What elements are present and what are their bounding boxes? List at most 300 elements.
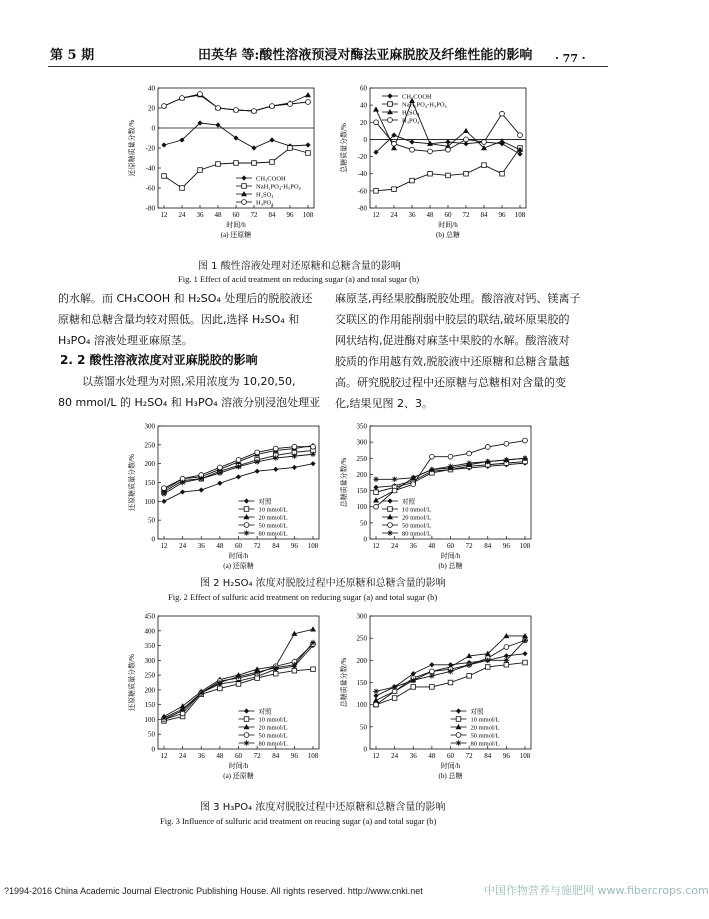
legend-label: 50 mmol/L	[470, 732, 500, 740]
data-point-stroke	[466, 662, 472, 668]
data-point-stroke	[198, 690, 204, 696]
y-tick-label: 100	[356, 503, 367, 512]
data-point	[500, 171, 505, 176]
data-point	[199, 487, 204, 492]
x-tick-label: 36	[409, 752, 417, 760]
data-point	[180, 96, 185, 101]
footer-copyright: ?1994-2016 China Academic Journal Electronic Publishing House. All rights reserved. http://www.cnki.net	[4, 886, 423, 896]
y-tick-label: -20	[357, 153, 367, 162]
data-point	[216, 106, 221, 111]
series-line	[164, 148, 308, 188]
data-point	[217, 465, 222, 470]
y-tick-label: 0	[151, 124, 155, 133]
data-point-stroke	[392, 476, 398, 482]
data-point	[448, 669, 454, 675]
y-tick-label: 150	[356, 679, 367, 687]
legend-label: 对照	[258, 498, 272, 506]
legend-label: H₃PO₄	[256, 199, 274, 207]
y-tick-label: 60	[360, 84, 367, 93]
legend-marker	[244, 498, 249, 503]
y-tick-label: 20	[148, 104, 155, 113]
data-point	[500, 111, 505, 116]
y-tick-label: 0	[363, 745, 367, 754]
legend-marker	[241, 175, 246, 180]
x-tick-label: 12	[160, 752, 168, 760]
chart-subtitle: (a) 还原糖	[220, 231, 252, 239]
legend-marker	[242, 184, 247, 189]
x-tick-label: 12	[372, 211, 380, 219]
x-tick-label: 84	[268, 211, 276, 219]
legend-marker	[388, 507, 393, 512]
body-left-line-2: 原糖和总糖含量均较对照低。因此,选择 H₂SO₄ 和	[58, 313, 300, 326]
data-point-stroke	[254, 669, 260, 675]
data-point	[392, 141, 397, 146]
x-tick-label: 60	[444, 211, 452, 219]
data-point	[428, 149, 433, 154]
data-point	[373, 106, 379, 111]
x-tick-label: 36	[197, 542, 205, 550]
data-point-stroke	[273, 665, 279, 671]
data-point-stroke	[485, 459, 491, 465]
data-point-stroke	[485, 658, 491, 664]
data-point	[410, 178, 415, 183]
data-point	[311, 667, 316, 672]
legend-label: NaH₂PO₄-H₃PO₄	[402, 101, 447, 109]
legend-label: 20 mmol/L	[470, 724, 500, 732]
x-tick-label: 24	[179, 752, 187, 760]
body-right-line-2: 交联区的作用能削弱中胶层的联结,破坏原果胶的	[335, 313, 570, 326]
x-tick-label: 108	[307, 542, 319, 550]
x-tick-label: 24	[391, 752, 399, 760]
x-tick-label: 12	[372, 542, 380, 550]
y-tick-label: 150	[144, 701, 155, 710]
data-point	[273, 467, 278, 472]
data-point	[485, 459, 491, 465]
legend-marker	[244, 514, 250, 519]
data-point	[466, 662, 472, 668]
data-point	[429, 673, 435, 679]
x-tick-label: 84	[484, 752, 492, 760]
data-point-stroke	[180, 480, 186, 486]
data-point	[448, 464, 454, 470]
legend-label: 80 mmol/L	[258, 530, 288, 538]
x-tick-label: 12	[160, 542, 168, 550]
y-tick-label: 20	[360, 118, 367, 127]
data-point	[292, 444, 297, 449]
x-tick-label: 60	[235, 752, 242, 760]
data-point	[161, 142, 166, 147]
body-right-line-6: 化,结果见图 2、3。	[335, 397, 433, 410]
y-tick-label: 250	[356, 634, 367, 643]
data-point	[467, 451, 472, 456]
body-left-line-4: 以蒸馏水处理为对照,采用浓度为 10,20,50,	[82, 375, 296, 388]
data-point	[161, 499, 166, 504]
x-tick-label: 12	[160, 211, 168, 219]
data-point	[374, 702, 379, 707]
data-point	[217, 481, 222, 486]
x-tick-label: 60	[447, 752, 454, 760]
y-tick-label: 100	[356, 701, 367, 710]
legend-marker	[244, 740, 250, 746]
legend-marker	[244, 724, 250, 729]
y-tick-label: -60	[145, 184, 155, 193]
fig2-caption-en: Fig. 2 Effect of sulfuric acid treatment on reducing sugar (a) and total sugar (b)	[168, 592, 438, 602]
legend-marker	[456, 733, 461, 738]
legend-label: CH₃COOH	[402, 93, 432, 101]
page-number: · 77 ·	[555, 52, 586, 65]
data-point	[255, 676, 260, 681]
x-tick-label: 84	[484, 542, 492, 550]
data-point	[180, 706, 186, 712]
data-point	[392, 476, 398, 482]
x-tick-label: 48	[214, 211, 222, 219]
y-tick-label: 350	[144, 642, 155, 651]
series-1	[374, 146, 523, 193]
legend-label: 10 mmol/L	[258, 716, 288, 724]
data-point	[504, 658, 510, 664]
data-point-stroke	[410, 677, 416, 683]
data-point-stroke	[522, 455, 528, 461]
x-tick-label: 72	[253, 752, 261, 760]
data-point	[234, 161, 239, 166]
x-axis-label: 时间/h	[440, 762, 461, 770]
data-point	[411, 685, 416, 690]
data-point	[310, 451, 316, 457]
fig3-caption-cn: 图 3 H₃PO₄ 浓度对脱胶过程中还原糖和总糖含量的影响	[200, 802, 446, 813]
data-point	[198, 690, 204, 696]
series-3	[374, 111, 523, 154]
body-right-line-4: 胶质的作用越有效,脱胶液中还原糖和总糖含量越	[335, 355, 570, 368]
y-tick-label: 50	[148, 516, 155, 525]
x-tick-label: 72	[465, 752, 473, 760]
data-point	[373, 485, 378, 490]
data-point	[161, 491, 167, 497]
legend-marker	[388, 523, 393, 528]
x-tick-label: 60	[232, 211, 240, 219]
y-tick-label: 200	[144, 686, 155, 695]
x-axis-label: 时间/h	[438, 221, 458, 229]
x-tick-label: 84	[272, 542, 280, 550]
y-tick-label: -40	[145, 164, 155, 173]
data-point	[198, 168, 203, 173]
x-tick-label: 36	[197, 752, 205, 760]
y-tick-label: 250	[356, 454, 367, 463]
data-point	[522, 638, 528, 644]
fig1-caption-en: Fig. 1 Effect of acid treatment on reducing sugar (a) and total sugar (b)	[178, 274, 420, 284]
y-tick-label: 300	[356, 612, 367, 621]
x-tick-label: 96	[502, 752, 510, 760]
x-tick-label: 96	[502, 542, 510, 550]
x-tick-label: 108	[514, 211, 526, 219]
data-point-stroke	[429, 467, 435, 473]
legend-label: CH₃COOH	[256, 175, 286, 183]
data-point	[292, 662, 298, 668]
y-tick-label: 100	[144, 497, 155, 506]
y-tick-label: 150	[144, 479, 155, 487]
data-point	[409, 139, 414, 144]
data-point-stroke	[504, 658, 510, 664]
data-point	[292, 668, 297, 673]
y-tick-label: 0	[151, 745, 155, 754]
data-point	[270, 160, 275, 165]
data-point	[310, 626, 316, 631]
data-point	[198, 476, 204, 482]
body-left-line-3: H₃PO₄ 溶液处理亚麻原茎。	[58, 334, 193, 347]
data-point	[288, 146, 293, 151]
data-point-stroke	[373, 476, 379, 482]
y-tick-label: 400	[144, 627, 155, 636]
legend-label: 对照	[258, 708, 272, 716]
x-axis-label: 时间/h	[228, 552, 249, 560]
body-left-line-5: 80 mmol/L 的 H₂SO₄ 和 H₃PO₄ 溶液分别浸泡处理亚	[58, 396, 321, 409]
data-point	[374, 504, 379, 509]
data-point-stroke	[292, 453, 298, 459]
data-point-stroke	[504, 457, 510, 463]
x-tick-label: 72	[465, 542, 473, 550]
data-point	[306, 151, 311, 156]
data-point-stroke	[254, 459, 260, 465]
data-point	[430, 685, 435, 690]
legend-label: 50 mmol/L	[258, 732, 288, 740]
data-point	[236, 682, 241, 687]
legend-marker-stroke	[244, 740, 250, 746]
x-tick-label: 36	[408, 211, 416, 219]
data-point	[311, 444, 316, 449]
data-point	[464, 137, 469, 142]
y-axis-label: 还原糖质量分数/%	[128, 654, 136, 711]
x-tick-label: 72	[462, 211, 470, 219]
header-rule	[48, 66, 608, 67]
series-line	[376, 441, 525, 507]
legend-label: H₂SO₄	[256, 191, 274, 199]
data-point	[292, 465, 297, 470]
data-point	[270, 104, 275, 109]
chart-fig3b	[330, 608, 545, 793]
data-point	[254, 459, 260, 465]
data-point	[273, 665, 279, 671]
data-point-stroke	[236, 674, 242, 680]
data-point	[251, 145, 256, 150]
y-tick-label: 250	[144, 671, 155, 680]
data-point	[410, 677, 416, 683]
legend-marker-stroke	[244, 530, 250, 536]
data-point	[429, 454, 434, 459]
chart-fig1a	[118, 80, 328, 252]
data-point	[373, 689, 379, 695]
x-tick-label: 24	[391, 542, 399, 550]
data-point-stroke	[466, 460, 472, 466]
data-point	[482, 140, 487, 145]
data-point	[162, 174, 167, 179]
x-tick-label: 60	[235, 542, 242, 550]
data-point-stroke	[180, 706, 186, 712]
data-point	[411, 482, 416, 487]
y-tick-label: 200	[356, 656, 367, 665]
y-tick-label: 0	[151, 535, 155, 544]
legend-label: H₃PO₄	[402, 117, 420, 125]
series-3	[374, 438, 528, 509]
y-tick-label: 50	[148, 730, 155, 739]
data-point-stroke	[217, 680, 223, 686]
y-tick-label: -60	[357, 187, 367, 196]
chart-fig3a	[118, 608, 333, 793]
legend-marker	[387, 93, 392, 98]
footer-watermark: 中国作物营养与施肥网 www.fibercrops.com	[484, 884, 709, 897]
x-axis-label: 时间/h	[228, 762, 249, 770]
data-point	[448, 454, 453, 459]
chart-subtitle: (b) 总糖	[438, 562, 463, 570]
legend-label: 80 mmol/L	[258, 740, 288, 748]
y-axis-label: 总糖质量分数/%	[340, 123, 348, 173]
data-point-stroke	[448, 464, 454, 470]
x-tick-label: 24	[390, 211, 398, 219]
data-point	[392, 187, 397, 192]
data-point	[273, 671, 278, 676]
data-point	[428, 171, 433, 176]
x-tick-label: 48	[428, 752, 436, 760]
data-point	[522, 455, 528, 461]
data-point	[180, 489, 185, 494]
y-tick-label: 0	[363, 135, 367, 144]
data-point	[269, 137, 274, 142]
data-point	[504, 645, 509, 650]
data-point	[255, 469, 260, 474]
y-tick-label: 350	[356, 422, 367, 431]
data-point	[446, 173, 451, 178]
data-point	[373, 697, 379, 702]
x-tick-label: 96	[498, 211, 506, 219]
data-point-stroke	[522, 638, 528, 644]
legend-marker	[388, 102, 393, 107]
data-point-stroke	[236, 464, 242, 470]
x-tick-label: 24	[178, 211, 186, 219]
data-point	[162, 104, 167, 109]
series-1	[162, 448, 316, 494]
data-point-stroke	[217, 470, 223, 476]
legend-marker	[456, 717, 461, 722]
x-tick-label: 84	[480, 211, 488, 219]
y-tick-label: 300	[144, 422, 155, 431]
legend-label: 20 mmol/L	[402, 514, 432, 522]
data-point	[392, 684, 398, 690]
data-point-stroke	[292, 662, 298, 668]
legend-marker	[244, 733, 249, 738]
data-point-stroke	[198, 476, 204, 482]
x-tick-label: 96	[286, 211, 294, 219]
data-point	[218, 686, 223, 691]
y-tick-label: 450	[144, 612, 155, 621]
data-point	[463, 128, 469, 133]
body-right-line-3: 网状结构,促进酶对麻茎中果胶的水解。酸溶液对	[335, 334, 570, 347]
data-point	[504, 441, 509, 446]
x-tick-label: 24	[179, 542, 187, 550]
data-point-stroke	[392, 684, 398, 690]
legend-label: 20 mmol/L	[258, 514, 288, 522]
chart-subtitle: (b) 总糖	[438, 772, 463, 780]
legend-marker	[456, 724, 462, 729]
data-point	[217, 470, 223, 476]
data-point	[305, 92, 311, 97]
legend-marker-stroke	[456, 740, 462, 746]
y-tick-label: 200	[144, 460, 155, 469]
data-point	[252, 109, 257, 114]
data-point	[180, 480, 186, 486]
data-point	[255, 450, 260, 455]
data-point	[485, 665, 490, 670]
x-tick-label: 72	[253, 542, 261, 550]
data-point-stroke	[310, 451, 316, 457]
data-point	[374, 490, 379, 495]
x-tick-label: 12	[372, 752, 380, 760]
x-tick-label: 36	[196, 211, 204, 219]
body-right-line-5: 高。研究脱胶过程中还原糖与总糖相对含量的变	[335, 376, 566, 389]
y-tick-label: 150	[356, 487, 367, 496]
series-3	[162, 92, 311, 114]
y-tick-label: -40	[357, 170, 367, 179]
data-point	[374, 120, 379, 125]
data-point	[292, 453, 298, 459]
data-point	[392, 696, 397, 701]
data-point	[446, 147, 451, 152]
x-tick-label: 48	[428, 542, 436, 550]
data-point	[485, 658, 491, 664]
chart-fig2a	[118, 418, 333, 583]
data-point	[429, 467, 435, 473]
legend-marker	[387, 514, 393, 519]
data-point-stroke	[161, 491, 167, 497]
data-point	[374, 189, 379, 194]
data-point	[373, 497, 379, 502]
y-tick-label: 300	[144, 656, 155, 665]
legend-label: H₂SO₄	[402, 109, 420, 117]
x-tick-label: 48	[426, 211, 434, 219]
section-heading: 2. 2 酸性溶液浓度对亚麻脱胶的影响	[60, 353, 258, 367]
x-tick-label: 108	[302, 211, 314, 219]
legend-label: 对照	[470, 708, 484, 716]
data-point	[499, 138, 505, 143]
data-point	[523, 438, 528, 443]
data-point	[373, 476, 379, 482]
y-tick-label: 100	[144, 715, 155, 724]
data-point	[310, 461, 315, 466]
data-point	[504, 662, 509, 667]
legend-marker	[456, 708, 461, 713]
data-point	[305, 142, 310, 147]
legend-marker	[242, 200, 247, 205]
x-tick-label: 108	[307, 752, 319, 760]
data-point	[217, 680, 223, 686]
data-point	[523, 660, 528, 665]
chart-subtitle: (b) 总糖	[436, 231, 460, 239]
data-point	[236, 674, 242, 680]
data-point-stroke	[161, 715, 167, 721]
body-left-line-1: 的水解。而 CH₃COOH 和 H₂SO₄ 处理后的脱胶液还	[58, 292, 313, 305]
legend-marker	[244, 708, 249, 713]
data-point	[522, 651, 527, 656]
data-point	[162, 486, 167, 491]
legend-marker	[387, 530, 393, 536]
x-axis-label: 时间/h	[226, 221, 246, 229]
data-point-stroke	[373, 689, 379, 695]
data-point	[485, 445, 490, 450]
data-point	[161, 715, 167, 721]
data-point	[517, 151, 522, 156]
data-point	[467, 674, 472, 679]
data-point	[429, 662, 434, 667]
legend-label: 10 mmol/L	[402, 506, 432, 514]
data-point	[306, 100, 311, 105]
legend-label: 50 mmol/L	[258, 522, 288, 530]
